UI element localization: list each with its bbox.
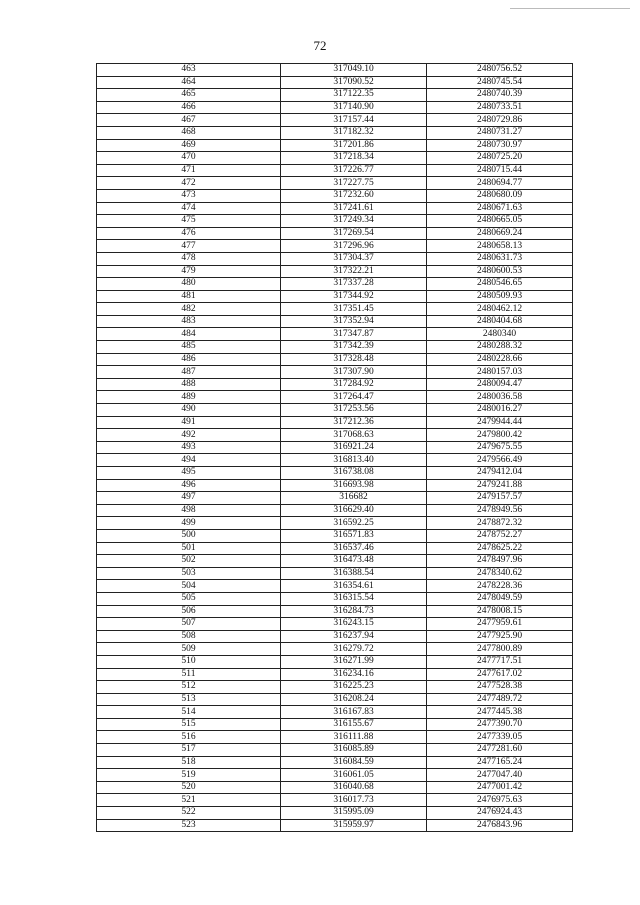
- table-row: [97, 404, 573, 417]
- page-number: 72: [313, 38, 327, 53]
- table-row: [97, 756, 573, 769]
- point-number-cell: 473: [97, 189, 281, 202]
- table-row: [97, 781, 573, 794]
- x-coordinate-cell: 316085.89: [281, 744, 427, 757]
- x-coordinate-cell: 317068.63: [281, 429, 427, 442]
- point-number-cell: 514: [97, 706, 281, 719]
- y-coordinate-cell: 2480404.68: [427, 315, 573, 328]
- point-number-cell: 490: [97, 404, 281, 417]
- y-coordinate-cell: 2477617.02: [427, 668, 573, 681]
- y-coordinate-cell: 2478625.22: [427, 542, 573, 555]
- point-number-cell: 483: [97, 315, 281, 328]
- x-coordinate-cell: 316084.59: [281, 756, 427, 769]
- table-row: [97, 177, 573, 190]
- table-row: [97, 681, 573, 694]
- table-row: [97, 769, 573, 782]
- point-number-cell: 495: [97, 467, 281, 480]
- point-number-cell: 478: [97, 252, 281, 265]
- coordinates-table: [96, 63, 573, 832]
- table-row: [97, 126, 573, 139]
- point-number-cell: 520: [97, 781, 281, 794]
- x-coordinate-cell: 316237.94: [281, 630, 427, 643]
- point-number-cell: 482: [97, 303, 281, 316]
- y-coordinate-cell: 2480462.12: [427, 303, 573, 316]
- y-coordinate-cell: 2480340: [427, 328, 573, 341]
- point-number-cell: 477: [97, 240, 281, 253]
- point-number-cell: 504: [97, 580, 281, 593]
- y-coordinate-cell: 2479241.88: [427, 479, 573, 492]
- x-coordinate-cell: 317227.75: [281, 177, 427, 190]
- table-row: [97, 391, 573, 404]
- point-number-cell: 470: [97, 152, 281, 165]
- table-row: [97, 605, 573, 618]
- y-coordinate-cell: 2480016.27: [427, 404, 573, 417]
- point-number-cell: 463: [97, 64, 281, 77]
- x-coordinate-cell: 316111.88: [281, 731, 427, 744]
- table-row: [97, 76, 573, 89]
- x-coordinate-cell: 315959.97: [281, 819, 427, 832]
- table-row: [97, 517, 573, 530]
- y-coordinate-cell: 2480228.66: [427, 353, 573, 366]
- coordinates-table-body: [97, 64, 573, 832]
- x-coordinate-cell: 317351.45: [281, 303, 427, 316]
- y-coordinate-cell: 2480725.20: [427, 152, 573, 165]
- table-row: [97, 693, 573, 706]
- point-number-cell: 510: [97, 655, 281, 668]
- x-coordinate-cell: 317344.92: [281, 290, 427, 303]
- point-number-cell: 481: [97, 290, 281, 303]
- table-row: [97, 467, 573, 480]
- y-coordinate-cell: 2480745.54: [427, 76, 573, 89]
- y-coordinate-cell: 2476924.43: [427, 807, 573, 820]
- y-coordinate-cell: 2480756.52: [427, 64, 573, 77]
- table-row: [97, 215, 573, 228]
- table-row: [97, 252, 573, 265]
- x-coordinate-cell: 316388.54: [281, 567, 427, 580]
- x-coordinate-cell: 317328.48: [281, 353, 427, 366]
- y-coordinate-cell: 2480715.44: [427, 164, 573, 177]
- x-coordinate-cell: 316040.68: [281, 781, 427, 794]
- point-number-cell: 471: [97, 164, 281, 177]
- y-coordinate-cell: 2478340.62: [427, 567, 573, 580]
- table-row: [97, 807, 573, 820]
- table-row: [97, 429, 573, 442]
- point-number-cell: 515: [97, 718, 281, 731]
- x-coordinate-cell: 317337.28: [281, 278, 427, 291]
- y-coordinate-cell: 2480036.58: [427, 391, 573, 404]
- y-coordinate-cell: 2480094.47: [427, 378, 573, 391]
- table-row: [97, 278, 573, 291]
- y-coordinate-cell: 2478497.96: [427, 555, 573, 568]
- table-row: [97, 504, 573, 517]
- point-number-cell: 480: [97, 278, 281, 291]
- x-coordinate-cell: 316271.99: [281, 655, 427, 668]
- table-row: [97, 353, 573, 366]
- y-coordinate-cell: 2477165.24: [427, 756, 573, 769]
- y-coordinate-cell: 2479944.44: [427, 416, 573, 429]
- point-number-cell: 474: [97, 202, 281, 215]
- x-coordinate-cell: 317307.90: [281, 366, 427, 379]
- table-row: [97, 479, 573, 492]
- x-coordinate-cell: 316354.61: [281, 580, 427, 593]
- y-coordinate-cell: 2480694.77: [427, 177, 573, 190]
- point-number-cell: 513: [97, 693, 281, 706]
- table-row: [97, 227, 573, 240]
- y-coordinate-cell: 2480669.24: [427, 227, 573, 240]
- x-coordinate-cell: 317249.34: [281, 215, 427, 228]
- point-number-cell: 503: [97, 567, 281, 580]
- y-coordinate-cell: 2477339.05: [427, 731, 573, 744]
- point-number-cell: 521: [97, 794, 281, 807]
- table-row: [97, 630, 573, 643]
- x-coordinate-cell: 316473.48: [281, 555, 427, 568]
- point-number-cell: 507: [97, 618, 281, 631]
- x-coordinate-cell: 317212.36: [281, 416, 427, 429]
- y-coordinate-cell: 2480733.51: [427, 101, 573, 114]
- point-number-cell: 516: [97, 731, 281, 744]
- table-row: [97, 164, 573, 177]
- x-coordinate-cell: 317264.47: [281, 391, 427, 404]
- point-number-cell: 499: [97, 517, 281, 530]
- y-coordinate-cell: 2477717.51: [427, 655, 573, 668]
- x-coordinate-cell: 317201.86: [281, 139, 427, 152]
- x-coordinate-cell: 316167.83: [281, 706, 427, 719]
- x-coordinate-cell: 317157.44: [281, 114, 427, 127]
- x-coordinate-cell: 316225.23: [281, 681, 427, 694]
- y-coordinate-cell: 2480729.86: [427, 114, 573, 127]
- point-number-cell: 509: [97, 643, 281, 656]
- x-coordinate-cell: 316537.46: [281, 542, 427, 555]
- table-row: [97, 290, 573, 303]
- y-coordinate-cell: 2478049.59: [427, 592, 573, 605]
- y-coordinate-cell: 2480730.97: [427, 139, 573, 152]
- y-coordinate-cell: 2480157.03: [427, 366, 573, 379]
- x-coordinate-cell: 316155.67: [281, 718, 427, 731]
- point-number-cell: 512: [97, 681, 281, 694]
- x-coordinate-cell: 317352.94: [281, 315, 427, 328]
- y-coordinate-cell: 2480288.32: [427, 341, 573, 354]
- point-number-cell: 508: [97, 630, 281, 643]
- table-row: [97, 706, 573, 719]
- point-number-cell: 522: [97, 807, 281, 820]
- x-coordinate-cell: 316208.24: [281, 693, 427, 706]
- y-coordinate-cell: 2476975.63: [427, 794, 573, 807]
- y-coordinate-cell: 2480665.05: [427, 215, 573, 228]
- table-row: [97, 618, 573, 631]
- y-coordinate-cell: 2480740.39: [427, 89, 573, 102]
- y-coordinate-cell: 2479412.04: [427, 467, 573, 480]
- x-coordinate-cell: 317241.61: [281, 202, 427, 215]
- table-row: [97, 580, 573, 593]
- y-coordinate-cell: 2478872.32: [427, 517, 573, 530]
- y-coordinate-cell: 2477390.70: [427, 718, 573, 731]
- table-row: [97, 378, 573, 391]
- table-row: [97, 101, 573, 114]
- table-row: [97, 731, 573, 744]
- y-coordinate-cell: 2479566.49: [427, 454, 573, 467]
- y-coordinate-cell: 2477281.60: [427, 744, 573, 757]
- point-number-cell: 492: [97, 429, 281, 442]
- point-number-cell: 468: [97, 126, 281, 139]
- point-number-cell: 498: [97, 504, 281, 517]
- y-coordinate-cell: 2480731.27: [427, 126, 573, 139]
- table-row: [97, 89, 573, 102]
- x-coordinate-cell: 317322.21: [281, 265, 427, 278]
- table-row: [97, 328, 573, 341]
- x-coordinate-cell: 317226.77: [281, 164, 427, 177]
- point-number-cell: 493: [97, 441, 281, 454]
- y-coordinate-cell: 2480631.73: [427, 252, 573, 265]
- y-coordinate-cell: 2478949.56: [427, 504, 573, 517]
- y-coordinate-cell: 2476843.96: [427, 819, 573, 832]
- x-coordinate-cell: 317284.92: [281, 378, 427, 391]
- table-row: [97, 744, 573, 757]
- x-coordinate-cell: 317253.56: [281, 404, 427, 417]
- x-coordinate-cell: 316813.40: [281, 454, 427, 467]
- table-row: [97, 794, 573, 807]
- y-coordinate-cell: 2479800.42: [427, 429, 573, 442]
- y-coordinate-cell: 2480680.09: [427, 189, 573, 202]
- y-coordinate-cell: 2477445.38: [427, 706, 573, 719]
- table-row: [97, 567, 573, 580]
- x-coordinate-cell: 316017.73: [281, 794, 427, 807]
- x-coordinate-cell: 317304.37: [281, 252, 427, 265]
- table-row: [97, 555, 573, 568]
- point-number-cell: 472: [97, 177, 281, 190]
- table-row: [97, 114, 573, 127]
- table-row: [97, 139, 573, 152]
- table-row: [97, 240, 573, 253]
- table-row: [97, 416, 573, 429]
- table-row: [97, 718, 573, 731]
- y-coordinate-cell: 2478008.15: [427, 605, 573, 618]
- y-coordinate-cell: 2480671.63: [427, 202, 573, 215]
- x-coordinate-cell: 317140.90: [281, 101, 427, 114]
- x-coordinate-cell: 317232.60: [281, 189, 427, 202]
- table-row: [97, 202, 573, 215]
- y-coordinate-cell: 2480658.13: [427, 240, 573, 253]
- x-coordinate-cell: 315995.09: [281, 807, 427, 820]
- x-coordinate-cell: 316682: [281, 492, 427, 505]
- x-coordinate-cell: 317182.32: [281, 126, 427, 139]
- point-number-cell: 500: [97, 529, 281, 542]
- table-row: [97, 454, 573, 467]
- y-coordinate-cell: 2480600.53: [427, 265, 573, 278]
- y-coordinate-cell: 2477047.40: [427, 769, 573, 782]
- point-number-cell: 475: [97, 215, 281, 228]
- x-coordinate-cell: 316061.05: [281, 769, 427, 782]
- y-coordinate-cell: 2477925.90: [427, 630, 573, 643]
- point-number-cell: 469: [97, 139, 281, 152]
- y-coordinate-cell: 2478752.27: [427, 529, 573, 542]
- x-coordinate-cell: 317347.87: [281, 328, 427, 341]
- point-number-cell: 506: [97, 605, 281, 618]
- point-number-cell: 497: [97, 492, 281, 505]
- point-number-cell: 517: [97, 744, 281, 757]
- x-coordinate-cell: 317090.52: [281, 76, 427, 89]
- point-number-cell: 488: [97, 378, 281, 391]
- top-edge-rule: [510, 8, 630, 9]
- x-coordinate-cell: 317122.35: [281, 89, 427, 102]
- point-number-cell: 464: [97, 76, 281, 89]
- x-coordinate-cell: 316738.08: [281, 467, 427, 480]
- table-row: [97, 441, 573, 454]
- point-number-cell: 519: [97, 769, 281, 782]
- y-coordinate-cell: 2480546.65: [427, 278, 573, 291]
- y-coordinate-cell: 2477001.42: [427, 781, 573, 794]
- table-row: [97, 265, 573, 278]
- x-coordinate-cell: 316315.54: [281, 592, 427, 605]
- point-number-cell: 485: [97, 341, 281, 354]
- table-row: [97, 655, 573, 668]
- y-coordinate-cell: 2480509.93: [427, 290, 573, 303]
- x-coordinate-cell: 316571.83: [281, 529, 427, 542]
- point-number-cell: 476: [97, 227, 281, 240]
- point-number-cell: 491: [97, 416, 281, 429]
- point-number-cell: 479: [97, 265, 281, 278]
- point-number-cell: 466: [97, 101, 281, 114]
- x-coordinate-cell: 317049.10: [281, 64, 427, 77]
- x-coordinate-cell: 316284.73: [281, 605, 427, 618]
- table-row: [97, 492, 573, 505]
- table-row: [97, 366, 573, 379]
- table-row: [97, 529, 573, 542]
- x-coordinate-cell: 316592.25: [281, 517, 427, 530]
- table-row: [97, 189, 573, 202]
- x-coordinate-cell: 317296.96: [281, 240, 427, 253]
- table-row: [97, 152, 573, 165]
- point-number-cell: 496: [97, 479, 281, 492]
- table-row: [97, 303, 573, 316]
- y-coordinate-cell: 2478228.36: [427, 580, 573, 593]
- point-number-cell: 511: [97, 668, 281, 681]
- x-coordinate-cell: 316921.24: [281, 441, 427, 454]
- x-coordinate-cell: 316693.98: [281, 479, 427, 492]
- x-coordinate-cell: 316234.16: [281, 668, 427, 681]
- x-coordinate-cell: 316279.72: [281, 643, 427, 656]
- x-coordinate-cell: 317342.39: [281, 341, 427, 354]
- point-number-cell: 484: [97, 328, 281, 341]
- table-row: [97, 64, 573, 77]
- point-number-cell: 523: [97, 819, 281, 832]
- point-number-cell: 465: [97, 89, 281, 102]
- table-row: [97, 643, 573, 656]
- table-row: [97, 341, 573, 354]
- point-number-cell: 505: [97, 592, 281, 605]
- table-row: [97, 668, 573, 681]
- table-row: [97, 542, 573, 555]
- y-coordinate-cell: 2477959.61: [427, 618, 573, 631]
- x-coordinate-cell: 316629.40: [281, 504, 427, 517]
- x-coordinate-cell: 317218.34: [281, 152, 427, 165]
- table-row: [97, 315, 573, 328]
- table-row: [97, 592, 573, 605]
- point-number-cell: 487: [97, 366, 281, 379]
- y-coordinate-cell: 2479675.55: [427, 441, 573, 454]
- table-row: [97, 819, 573, 832]
- point-number-cell: 502: [97, 555, 281, 568]
- point-number-cell: 486: [97, 353, 281, 366]
- x-coordinate-cell: 317269.54: [281, 227, 427, 240]
- point-number-cell: 501: [97, 542, 281, 555]
- point-number-cell: 489: [97, 391, 281, 404]
- x-coordinate-cell: 316243.15: [281, 618, 427, 631]
- point-number-cell: 494: [97, 454, 281, 467]
- point-number-cell: 467: [97, 114, 281, 127]
- y-coordinate-cell: 2477800.89: [427, 643, 573, 656]
- point-number-cell: 518: [97, 756, 281, 769]
- y-coordinate-cell: 2477528.38: [427, 681, 573, 694]
- y-coordinate-cell: 2479157.57: [427, 492, 573, 505]
- y-coordinate-cell: 2477489.72: [427, 693, 573, 706]
